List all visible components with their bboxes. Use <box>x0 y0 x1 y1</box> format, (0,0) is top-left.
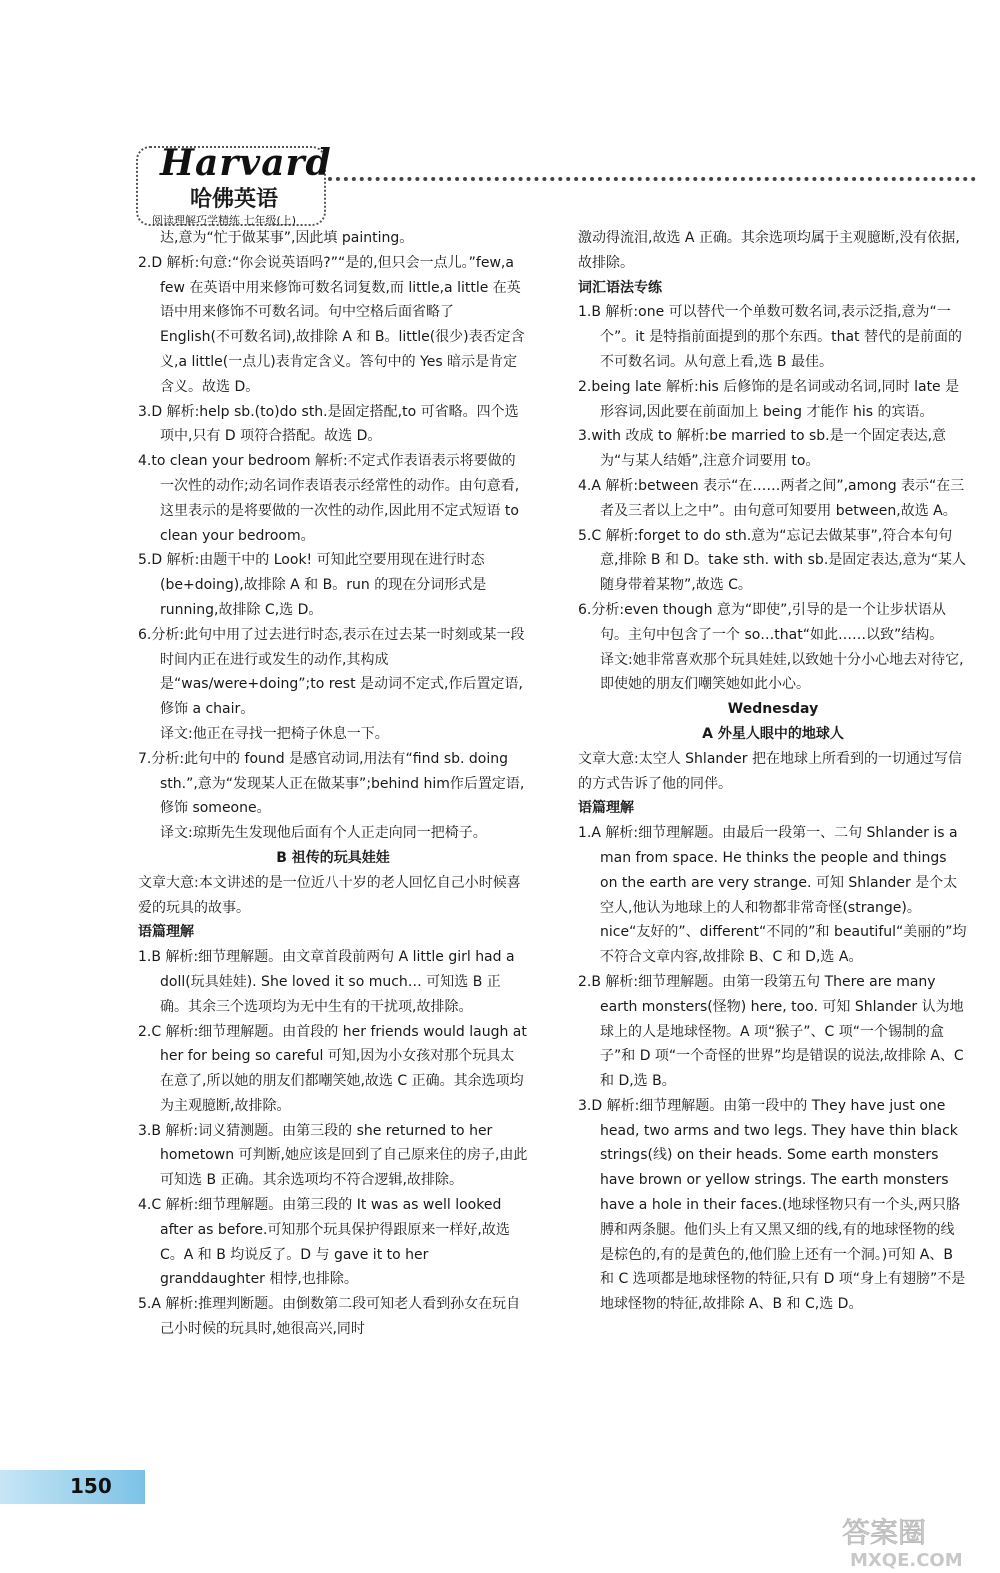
answer-paragraph: 2.D 解析:句意:“你会说英语吗?”“是的,但只会一点儿。”few,a few 在英语中用来修饰可数名词复数,而 little,a little 在英语中用来修饰不可数名词。句中空格后面省略了 English(不可数名词),故排除 A 和 B。little(很少)表否定含义,a little(一点儿)表肯定含义。答句中的 Yes 暗示是肯定含义。故选 D。 <box>138 254 525 395</box>
answer-paragraph: 4.to clean your bedroom 解析:不定式作表语表示将要做的一次性的动作;动名词作表语表示经常性的动作。由句意看,这里表示的是将要做的一次性的动作,因此用不定式短语 to clean your bedroom。 <box>138 453 520 544</box>
answer-paragraph: 2.being late 解析:his 后修饰的是名词或动名词,同时 late 是形容词,因此要在前面加上 being 才能作 his 的宾语。 <box>578 378 960 420</box>
answer-paragraph: 6.分析:此句中用了过去进行时态,表示在过去某一时刻或某一段时间内正在进行或发生的动作,其构成是“was/were+doing”;to rest 是动词不定式,作后置定语,修饰 a chair。 <box>138 626 525 718</box>
page-header <box>128 132 978 227</box>
logo: Harvard <box>160 142 332 184</box>
answer-paragraph: 1.A 解析:细节理解题。由最后一段第一、二句 Shlander is a man from space. He thinks the people and things on the earth are very strange. 可知 Shlander 是个太空人,他认为地球上的人和物都非常奇怪(strange)。nice“友好的”、different“不同的”和 beautiful“美丽的”均不符合文章内容,故排除 B、C 和 D,选 A。 <box>578 825 967 966</box>
logo-chinese: 哈佛英语 <box>190 187 279 212</box>
watermark-top: 答案圈 <box>842 1516 927 1549</box>
answer-paragraph: 1.B 解析:细节理解题。由文章首段前两句 A little girl had a doll(玩具娃娃). She loved it so much… 可知选 B 正确。其余三个选项均为无中生有的干扰项,故排除。 <box>138 949 515 1015</box>
answer-paragraph: 2.B 解析:细节理解题。由第一段第五句 There are many earth monsters(怪物) here, too. 可知 Shlander 认为地球上的人是地球怪物。A 项“猴子”、C 项“一个锡制的盒子”和 D 项“一个奇怪的世界”均是错误的说法,故排除 A、C 和 D,选 B。 <box>578 973 964 1090</box>
section-heading: 语篇理解 <box>138 924 194 941</box>
answer-paragraph: 文章大意:本文讲述的是一位近八十岁的老人回忆自己小时候喜爱的玩具的故事。 <box>138 874 521 916</box>
section-title: B 祖传的玩具娃娃 <box>276 849 390 866</box>
watermark-logo <box>836 1512 986 1570</box>
dotted-divider <box>328 177 976 181</box>
answer-paragraph: 3.D 解析:细节理解题。由第一段中的 They have just one head, two arms and two legs. They have thin black strings(线) on their heads. Some earth monsters have brown or yellow strings. The earth monsters have a hole in their faces.(地球怪物只有一个头,两只胳膊和两条腿。他们头上有又黑又细的线,有的地球怪物的线是棕色的,有的是黄色的,他们脸上还有一个洞。)可知 A、B 和 C 选项都是地球怪物的特征,只有 D 项“身上有翅膀”不是地球怪物的特征,故排除 A、B 和 C,选 D。 <box>578 1097 966 1313</box>
answer-paragraph: 5.C 解析:forget to do sth.意为“忘记去做某事”,符合本句句意,排除 B 和 D。take sth. with sb.是固定表达,意为“某人随身带着某物”,故选 C。 <box>578 527 966 594</box>
answer-paragraph: 译文:他正在寻找一把椅子休息一下。 <box>160 725 389 742</box>
answer-paragraph: 激动得流泪,故选 A 正确。其余选项均属于主观臆断,没有依据,故排除。 <box>578 230 960 271</box>
answer-paragraph: 4.C 解析:细节理解题。由第三段的 It was as well looked after as before.可知那个玩具保护得跟原来一样好,故选 C。A 和 B 均说反了。D 与 gave it to her granddaughter 相悖,也排除。 <box>138 1197 510 1288</box>
answer-paragraph: 6.分析:even though 意为“即使”,引导的是一个让步状语从句。主句中包含了一个 so…that“如此……以致”结构。 <box>578 601 946 643</box>
section-title: Wednesday <box>727 701 819 718</box>
watermark-bottom: MXQE.COM <box>850 1550 963 1570</box>
answer-paragraph: 3.with 改成 to 解析:be married to sb.是一个固定表达,意为“与某人结婚”,注意介词要用 to。 <box>578 428 947 470</box>
answer-paragraph: 2.C 解析:细节理解题。由首段的 her friends would laugh at her for being so careful 可知,因为小女孩对那个玩具太在意了,所以她的朋友们都嘲笑她,故选 C 正确。其余选项均为主观臆断,故排除。 <box>138 1023 527 1114</box>
answer-paragraph: 5.D 解析:由题干中的 Look! 可知此空要用现在进行时态(be+doing),故排除 A 和 B。run 的现在分词形式是 running,故排除 C,选 D。 <box>138 552 487 618</box>
answer-paragraph: 5.A 解析:推理判断题。由倒数第二段可知老人看到孙女在玩自己小时候的玩具时,她很高兴,同时 <box>138 1296 521 1338</box>
page-number: 150 <box>70 1474 112 1498</box>
answer-paragraph: 1.B 解析:one 可以替代一个单数可数名词,表示泛指,意为“一个”。it 是特指前面提到的那个东西。that 替代的是前面的不可数名词。从句意上看,选 B 最佳。 <box>578 304 962 370</box>
logo-box <box>136 142 332 227</box>
left-column <box>138 226 528 1342</box>
answer-paragraph: 译文:她非常喜欢那个玩具娃娃,以致她十分小心地去对待它,即使她的朋友们嘲笑她如此小心。 <box>600 651 964 693</box>
section-title: A 外星人眼中的地球人 <box>702 725 844 742</box>
section-heading: 词汇语法专练 <box>578 279 662 296</box>
answer-paragraph: 4.A 解析:between 表示“在……两者之间”,among 表示“在三者及三者以上之中”。由句意可知要用 between,故选 A。 <box>578 477 965 519</box>
answer-paragraph: 达,意为“忙于做某事”,因此填 painting。 <box>160 230 414 246</box>
section-heading: 语篇理解 <box>578 800 634 817</box>
answer-paragraph: 3.D 解析:help sb.(to)do sth.是固定搭配,to 可省略。四个选项中,只有 D 项符合搭配。故选 D。 <box>138 403 519 445</box>
answer-paragraph: 7.分析:此句中的 found 是感官动词,用法有“find sb. doing sth.”,意为“发现某人正在做某事”;behind him作后置定语,修饰 someone。 <box>138 750 525 817</box>
answer-paragraph: 3.B 解析:词义猜测题。由第三段的 she returned to her hometown 可判断,她应该是回到了自己原来住的房子,由此可知选 B 正确。其余选项均不符合逻辑,故排除。 <box>138 1122 528 1189</box>
book-subtitle: 阅读理解巧学精练 七年级(上) <box>152 214 297 227</box>
answer-paragraph: 文章大意:太空人 Shlander 把在地球上所看到的一切通过写信的方式告诉了他的同伴。 <box>578 750 962 792</box>
answer-paragraph: 译文:琼斯先生发现他后面有个人正走向同一把椅子。 <box>160 825 487 842</box>
right-column <box>578 226 968 1317</box>
